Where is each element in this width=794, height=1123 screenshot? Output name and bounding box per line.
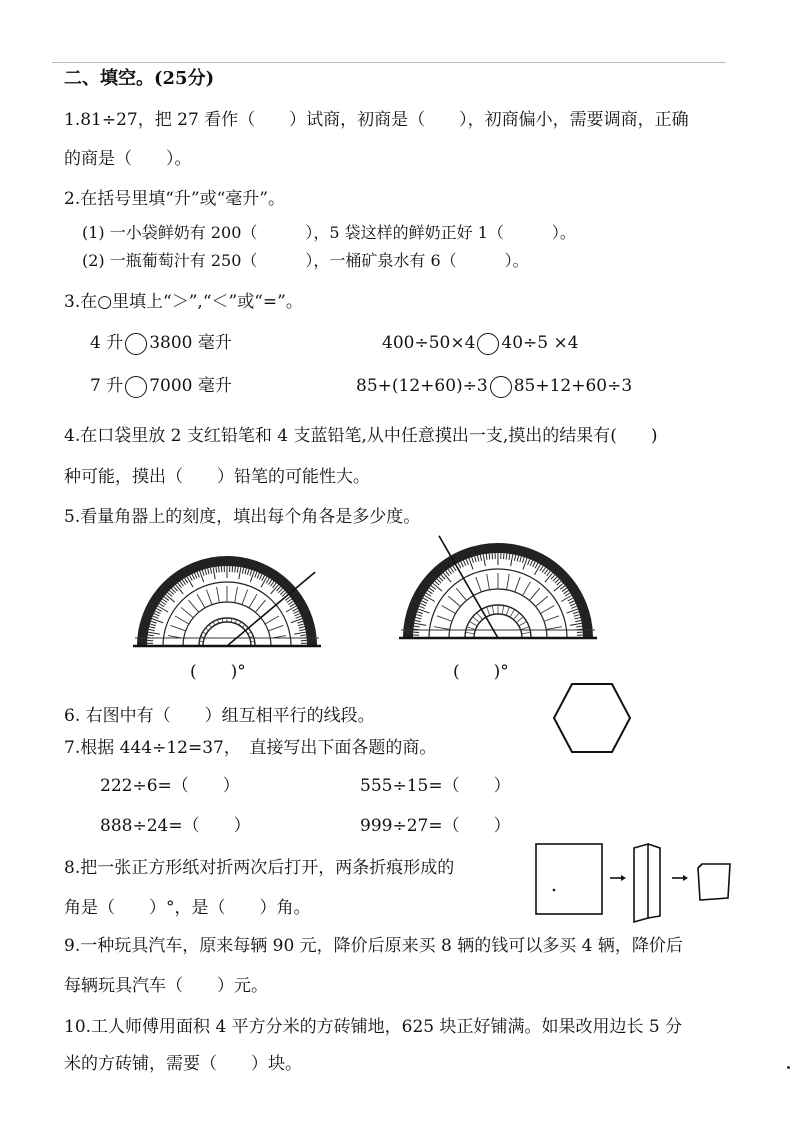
q3-title: 3.在○里填上“＞”,“＜”或“=”。 xyxy=(64,292,303,312)
hexagon-figure xyxy=(552,682,632,754)
q3-item-1-right: 3800 毫升 xyxy=(149,333,232,353)
compare-circle[interactable] xyxy=(477,333,499,355)
q7-item-3: 888÷24=（ ） xyxy=(100,816,251,836)
protractor-2 xyxy=(398,538,598,648)
q5-title: 5.看量角器上的刻度，填出每个角各是多少度。 xyxy=(64,507,421,527)
q7-item-4: 999÷27=（ ） xyxy=(360,816,511,836)
q3-item-2 xyxy=(382,332,579,355)
q8-line2: 角是（ ）°，是（ ）角。 xyxy=(64,898,311,918)
top-rule xyxy=(52,62,726,63)
q3-item-3-left: 7 升 xyxy=(90,376,124,396)
q2-sub2: (2) 一瓶葡萄汁有 250（ ），一桶矿泉水有 6（ ）。 xyxy=(82,251,529,270)
compare-circle[interactable] xyxy=(125,333,147,355)
q3-item-4 xyxy=(356,375,632,398)
q1-line1: 1.81÷27，把 27 看作（ ）试商，初商是（ ），初商偏小，需要调商，正确 xyxy=(64,110,689,130)
protractor-1 xyxy=(132,548,322,658)
compare-circle[interactable] xyxy=(125,376,147,398)
q3-item-1 xyxy=(90,332,232,355)
q3-item-3-right: 7000 毫升 xyxy=(149,376,232,396)
q9-line1: 9.一种玩具汽车，原来每辆 90 元，降价后原来买 8 辆的钱可以多买 4 辆，降价后 xyxy=(64,936,683,956)
q3-item-1-left: 4 升 xyxy=(90,333,124,353)
q10-line1: 10.工人师傅用面积 4 平方分米的方砖铺地，625 块正好铺满。如果改用边长 5 分 xyxy=(64,1017,683,1037)
q3-item-3 xyxy=(90,375,232,398)
q1-line2: 的商是（ ）。 xyxy=(64,149,192,169)
q5-answer-2[interactable]: ( )° xyxy=(453,662,509,682)
q9-line2: 每辆玩具汽车（ ）元。 xyxy=(64,976,268,996)
q10-line2: 米的方砖铺，需要（ ）块。 xyxy=(64,1054,302,1074)
q3-item-2-left: 400÷50×4 xyxy=(382,333,476,353)
q7-title: 7.根据 444÷12=37， 直接写出下面各题的商。 xyxy=(64,738,437,758)
paper-folding-figure xyxy=(532,838,742,924)
section-title: 二、填空。(25分) xyxy=(64,68,215,89)
compare-circle[interactable] xyxy=(490,376,512,398)
q7-item-2: 555÷15=（ ） xyxy=(360,776,511,796)
q4-line2: 种可能，摸出（ ）铅笔的可能性大。 xyxy=(64,467,370,487)
q7-item-1: 222÷6=（ ） xyxy=(100,776,240,796)
q6-text: 6. 右图中有（ ）组互相平行的线段。 xyxy=(64,706,375,726)
q3-item-4-left: 85+(12+60)÷3 xyxy=(356,376,488,396)
q2-title: 2.在括号里填“升”或“毫升”。 xyxy=(64,189,285,209)
scan-speck xyxy=(787,1066,790,1069)
q3-item-4-right: 85+12+60÷3 xyxy=(513,376,633,396)
q5-answer-1[interactable]: ( )° xyxy=(190,662,246,682)
q4-line1: 4.在口袋里放 2 支红铅笔和 4 支蓝铅笔,从中任意摸出一支,摸出的结果有( ) xyxy=(64,426,658,446)
q2-sub1: (1) 一小袋鲜奶有 200（ ），5 袋这样的鲜奶正好 1（ ）。 xyxy=(82,223,576,242)
q3-item-2-right: 40÷5 ×4 xyxy=(501,333,579,353)
q8-line1: 8.把一张正方形纸对折两次后打开，两条折痕形成的 xyxy=(64,858,455,878)
